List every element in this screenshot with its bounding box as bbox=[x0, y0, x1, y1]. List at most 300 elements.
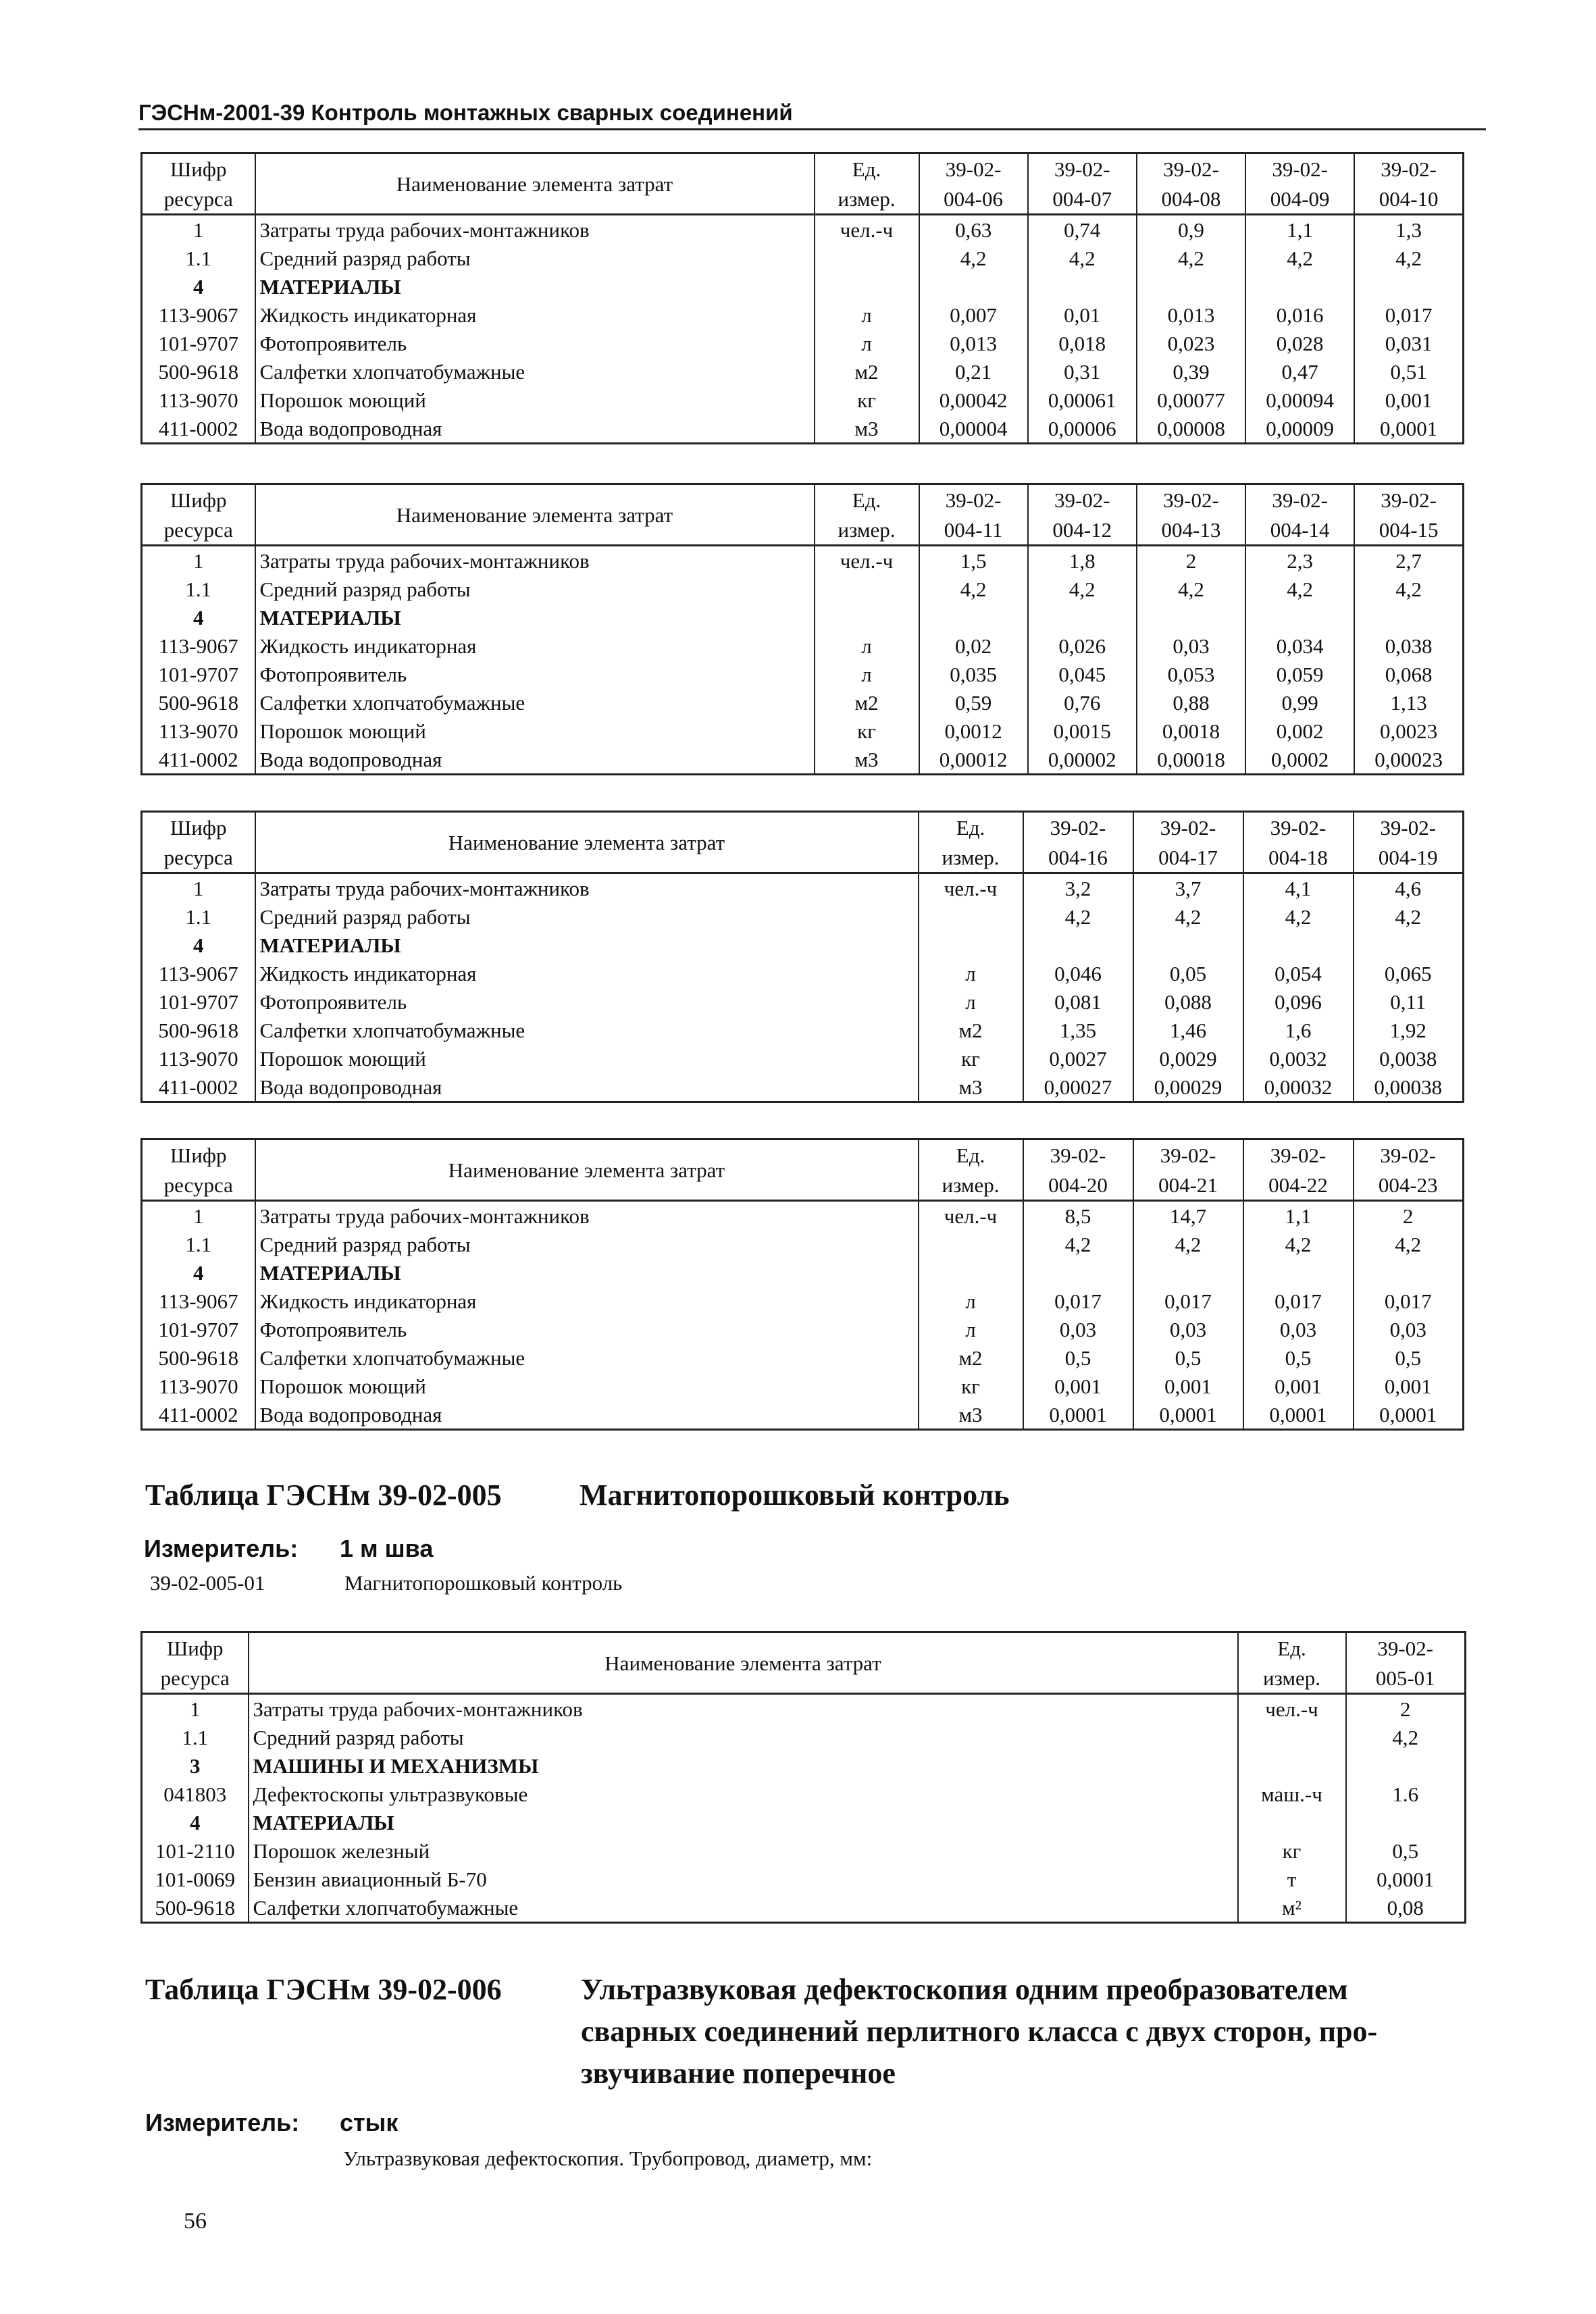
resource-unit: м2 bbox=[815, 688, 919, 717]
resource-name: Средний разряд работы bbox=[255, 1230, 919, 1258]
resource-code: 1 bbox=[142, 546, 255, 575]
norm-value: 4,2 bbox=[1028, 244, 1137, 272]
resource-unit bbox=[919, 1258, 1023, 1287]
norm-value: 0,017 bbox=[1354, 301, 1463, 329]
resource-name: Фотопроявитель bbox=[255, 329, 815, 357]
resource-name: Порошок моющий bbox=[255, 717, 815, 745]
norm-value bbox=[1354, 603, 1463, 632]
norm-value: 2 bbox=[1346, 1694, 1466, 1724]
unit-header: Ед. bbox=[919, 1139, 1023, 1171]
table-header-row bbox=[142, 1632, 1466, 1664]
norm-value: 1,3 bbox=[1354, 215, 1463, 245]
norm-value bbox=[1028, 603, 1137, 632]
norm-value: 4,2 bbox=[1245, 244, 1354, 272]
norm-value: 0,001 bbox=[1354, 1372, 1464, 1400]
norm-value: 14,7 bbox=[1133, 1201, 1243, 1231]
table-row bbox=[142, 987, 1464, 1016]
norm-value: 0,0012 bbox=[919, 717, 1028, 745]
norm-value: 0,065 bbox=[1354, 959, 1464, 987]
norm-value: 0,001 bbox=[1243, 1372, 1354, 1400]
resource-unit: чел.-ч bbox=[919, 1201, 1023, 1231]
resource-name: Дефектоскопы ультразвуковые bbox=[249, 1780, 1238, 1808]
norm-code-header: 004-16 bbox=[1023, 842, 1133, 873]
norm-value: 2,7 bbox=[1354, 546, 1463, 575]
norm-table-005 bbox=[140, 1631, 1466, 1924]
running-header: ГЭСНм-2001-39 Контроль монтажных сварных соединений bbox=[138, 100, 1486, 130]
norm-value: 4,2 bbox=[1354, 902, 1464, 931]
norm-value: 4,2 bbox=[1023, 902, 1133, 931]
resource-code: 411-0002 bbox=[142, 745, 255, 775]
section-006-title-line1: Ультразвуковая дефектоскопия одним преобразователем bbox=[581, 1973, 1348, 2006]
norm-value: 0,00077 bbox=[1137, 386, 1245, 414]
resource-unit: кг bbox=[919, 1044, 1023, 1073]
resource-unit bbox=[1238, 1808, 1346, 1836]
resource-unit: м2 bbox=[815, 357, 919, 386]
norm-value: 0,00006 bbox=[1028, 414, 1137, 444]
norm-value: 4,2 bbox=[1023, 1230, 1133, 1258]
norm-table-004-11-15 bbox=[140, 483, 1464, 775]
code-header: Шифр bbox=[142, 1632, 249, 1664]
unit-header: Ед. bbox=[815, 153, 919, 184]
resource-name: Средний разряд работы bbox=[255, 902, 919, 931]
resource-code: 101-9707 bbox=[142, 329, 255, 357]
norm-value: 0,00004 bbox=[919, 414, 1028, 444]
norm-value: 4,2 bbox=[1028, 575, 1137, 603]
section-006-title-line3: звучивание поперечное bbox=[581, 2057, 896, 2090]
norm-value: 0,001 bbox=[1133, 1372, 1243, 1400]
norm-value: 0,007 bbox=[919, 301, 1028, 329]
norm-value: 0,013 bbox=[919, 329, 1028, 357]
norm-value: 3,2 bbox=[1023, 873, 1133, 903]
norm-value bbox=[1354, 931, 1464, 959]
resource-name: МАТЕРИАЛЫ bbox=[255, 603, 815, 632]
norm-code-header: 39-02- bbox=[1023, 1139, 1133, 1171]
norm-value: 0,088 bbox=[1133, 987, 1243, 1016]
table-row bbox=[142, 931, 1464, 959]
resource-unit: кг bbox=[815, 386, 919, 414]
name-header: Наименование элемента затрат bbox=[255, 484, 815, 546]
resource-name: Затраты труда рабочих-монтажников bbox=[255, 546, 815, 575]
norm-value: 1.6 bbox=[1346, 1780, 1466, 1808]
table-row bbox=[142, 1287, 1464, 1315]
norm-code-header: 39-02- bbox=[1028, 484, 1137, 515]
resource-name: Бензин авиационный Б-70 bbox=[249, 1865, 1238, 1893]
norm-value: 0,01 bbox=[1028, 301, 1137, 329]
table-header-row bbox=[142, 153, 1464, 184]
resource-code: 1 bbox=[142, 1201, 255, 1231]
norm-code-header: 39-02- bbox=[919, 484, 1028, 515]
norm-value bbox=[1137, 272, 1245, 301]
norm-code-header: 39-02- bbox=[919, 153, 1028, 184]
resource-name: Салфетки хлопчатобумажные bbox=[249, 1893, 1238, 1923]
norm-value: 0,023 bbox=[1137, 329, 1245, 357]
norm-value: 0,00008 bbox=[1137, 414, 1245, 444]
norm-value: 0,054 bbox=[1243, 959, 1354, 987]
norm-value: 0,00009 bbox=[1245, 414, 1354, 444]
norm-value: 0,51 bbox=[1354, 357, 1463, 386]
resource-code: 1.1 bbox=[142, 1230, 255, 1258]
resource-code: 500-9618 bbox=[142, 357, 255, 386]
resource-name: Средний разряд работы bbox=[249, 1723, 1238, 1751]
table-row bbox=[142, 1315, 1464, 1343]
norm-code-header: 39-02- bbox=[1133, 1139, 1243, 1171]
norm-value: 0,031 bbox=[1354, 329, 1463, 357]
table-row bbox=[142, 717, 1464, 745]
norm-code-header: 005-01 bbox=[1346, 1663, 1466, 1694]
table-row bbox=[142, 959, 1464, 987]
section-005-measure-label: Измеритель: bbox=[144, 1535, 299, 1562]
norm-value bbox=[919, 603, 1028, 632]
table-row bbox=[142, 632, 1464, 660]
norm-value: 0,5 bbox=[1354, 1343, 1464, 1372]
resource-unit bbox=[919, 931, 1023, 959]
section-005-title-name: Магнитопорошковый контроль bbox=[580, 1479, 1010, 1512]
resource-name: Затраты труда рабочих-монтажников bbox=[255, 873, 919, 903]
table-row bbox=[142, 902, 1464, 931]
norm-code-header: 004-08 bbox=[1137, 184, 1245, 215]
norm-table-004-06-10 bbox=[140, 152, 1464, 444]
resource-unit: м2 bbox=[919, 1016, 1023, 1044]
resource-name: Фотопроявитель bbox=[255, 1315, 919, 1343]
resource-code: 1 bbox=[142, 873, 255, 903]
table-row bbox=[142, 1400, 1464, 1430]
norm-value: 8,5 bbox=[1023, 1201, 1133, 1231]
resource-name: Порошок железный bbox=[249, 1836, 1238, 1865]
resource-name: Салфетки хлопчатобумажные bbox=[255, 1343, 919, 1372]
resource-unit bbox=[1238, 1751, 1346, 1780]
section-005-title: Таблица ГЭСНм 39-02-005 bbox=[145, 1479, 502, 1512]
norm-value: 3,7 bbox=[1133, 873, 1243, 903]
norm-value bbox=[1346, 1808, 1466, 1836]
resource-unit: маш.-ч bbox=[1238, 1780, 1346, 1808]
resource-name: МАТЕРИАЛЫ bbox=[255, 931, 919, 959]
norm-value: 0,018 bbox=[1028, 329, 1137, 357]
norm-value: 0,5 bbox=[1023, 1343, 1133, 1372]
resource-name: Фотопроявитель bbox=[255, 660, 815, 688]
norm-code-header: 004-14 bbox=[1245, 515, 1354, 546]
section-005-item-name: Магнитопорошковый контроль bbox=[344, 1571, 623, 1595]
norm-code-header: 004-22 bbox=[1243, 1170, 1354, 1201]
code-header: Шифр bbox=[142, 812, 255, 843]
section-006-title-line2: сварных соединений перлитного класса с двух сторон, про- bbox=[581, 2015, 1378, 2048]
norm-value: 0,5 bbox=[1243, 1343, 1354, 1372]
code-header: ресурса bbox=[142, 1663, 249, 1694]
resource-name: Средний разряд работы bbox=[255, 244, 815, 272]
norm-value: 0,00002 bbox=[1028, 745, 1137, 775]
norm-table-004-16-19 bbox=[140, 811, 1464, 1103]
name-header: Наименование элемента затрат bbox=[255, 1139, 919, 1201]
norm-code-header: 39-02- bbox=[1245, 153, 1354, 184]
resource-code: 1.1 bbox=[142, 244, 255, 272]
name-header: Наименование элемента затрат bbox=[249, 1632, 1238, 1694]
resource-unit: кг bbox=[1238, 1836, 1346, 1865]
resource-unit: чел.-ч bbox=[815, 215, 919, 245]
norm-value bbox=[1354, 272, 1463, 301]
norm-value: 4,6 bbox=[1354, 873, 1464, 903]
table-row bbox=[142, 1016, 1464, 1044]
resource-name: Салфетки хлопчатобумажные bbox=[255, 688, 815, 717]
norm-code-header: 004-21 bbox=[1133, 1170, 1243, 1201]
resource-code: 500-9618 bbox=[142, 1343, 255, 1372]
table-row bbox=[142, 357, 1464, 386]
code-header: Шифр bbox=[142, 1139, 255, 1171]
norm-value bbox=[919, 272, 1028, 301]
norm-value: 0,0001 bbox=[1346, 1865, 1466, 1893]
resource-code: 4 bbox=[142, 603, 255, 632]
table-row bbox=[142, 873, 1464, 903]
norm-code-header: 004-18 bbox=[1243, 842, 1354, 873]
resource-unit: м3 bbox=[919, 1073, 1023, 1102]
resource-unit bbox=[919, 1230, 1023, 1258]
table-header-row bbox=[142, 812, 1464, 843]
norm-value: 0,00012 bbox=[919, 745, 1028, 775]
table-row bbox=[142, 1865, 1466, 1893]
table-row bbox=[142, 603, 1464, 632]
resource-code: 500-9618 bbox=[142, 1893, 249, 1923]
resource-name: Порошок моющий bbox=[255, 1372, 919, 1400]
resource-unit: л bbox=[815, 301, 919, 329]
resource-code: 1.1 bbox=[142, 902, 255, 931]
table-row bbox=[142, 575, 1464, 603]
resource-code: 101-9707 bbox=[142, 660, 255, 688]
norm-value: 4,2 bbox=[1243, 1230, 1354, 1258]
table-row bbox=[142, 244, 1464, 272]
norm-value bbox=[1133, 931, 1243, 959]
norm-code-header: 004-23 bbox=[1354, 1170, 1464, 1201]
norm-value: 4,2 bbox=[1354, 244, 1463, 272]
resource-unit bbox=[815, 244, 919, 272]
norm-value: 0,00038 bbox=[1354, 1073, 1464, 1102]
resource-name: Затраты труда рабочих-монтажников bbox=[255, 1201, 919, 1231]
section-005-item-code: 39-02-005-01 bbox=[150, 1571, 265, 1595]
resource-code: 411-0002 bbox=[142, 1073, 255, 1102]
norm-value bbox=[1354, 1258, 1464, 1287]
table-row bbox=[142, 1780, 1466, 1808]
resource-unit: кг bbox=[919, 1372, 1023, 1400]
norm-value: 4,2 bbox=[1354, 1230, 1464, 1258]
norm-value: 0,096 bbox=[1243, 987, 1354, 1016]
norm-value: 0,88 bbox=[1137, 688, 1245, 717]
norm-value bbox=[1346, 1751, 1466, 1780]
norm-value: 0,0027 bbox=[1023, 1044, 1133, 1073]
norm-value: 4,2 bbox=[1137, 244, 1245, 272]
norm-value: 1,35 bbox=[1023, 1016, 1133, 1044]
resource-unit: м3 bbox=[815, 745, 919, 775]
norm-value: 4,2 bbox=[919, 244, 1028, 272]
norm-value: 1,5 bbox=[919, 546, 1028, 575]
norm-code-header: 39-02- bbox=[1346, 1632, 1466, 1664]
section-006-measure-label: Измеритель: bbox=[145, 2109, 300, 2136]
resource-code: 1 bbox=[142, 1694, 249, 1724]
resource-code: 1.1 bbox=[142, 575, 255, 603]
norm-value: 4,1 bbox=[1243, 873, 1354, 903]
resource-unit bbox=[815, 603, 919, 632]
table-row bbox=[142, 301, 1464, 329]
table-row bbox=[142, 1073, 1464, 1102]
resource-unit: л bbox=[919, 959, 1023, 987]
norm-code-header: 004-15 bbox=[1354, 515, 1463, 546]
section-006-description: Ультразвуковая дефектоскопия. Трубопровод, диаметр, мм: bbox=[343, 2146, 873, 2170]
norm-value bbox=[1023, 931, 1133, 959]
resource-code: 113-9070 bbox=[142, 1372, 255, 1400]
norm-value: 1,46 bbox=[1133, 1016, 1243, 1044]
page-number: 56 bbox=[184, 2209, 207, 2234]
norm-value: 0,002 bbox=[1245, 717, 1354, 745]
resource-unit bbox=[815, 272, 919, 301]
norm-value: 4,2 bbox=[1133, 1230, 1243, 1258]
resource-code: 411-0002 bbox=[142, 1400, 255, 1430]
norm-value: 0,00018 bbox=[1137, 745, 1245, 775]
norm-value: 4,2 bbox=[1245, 575, 1354, 603]
resource-name: Жидкость индикаторная bbox=[255, 301, 815, 329]
table-row bbox=[142, 1044, 1464, 1073]
norm-value: 0,02 bbox=[919, 632, 1028, 660]
norm-value: 4,2 bbox=[1346, 1723, 1466, 1751]
resource-code: 113-9070 bbox=[142, 717, 255, 745]
norm-value: 1,92 bbox=[1354, 1016, 1464, 1044]
norm-code-header: 39-02- bbox=[1354, 1139, 1464, 1171]
code-header: ресурса bbox=[142, 515, 255, 546]
table-row bbox=[142, 1893, 1466, 1923]
norm-value: 0,034 bbox=[1245, 632, 1354, 660]
table-row bbox=[142, 1201, 1464, 1231]
norm-value: 0,00032 bbox=[1243, 1073, 1354, 1102]
resource-code: 113-9067 bbox=[142, 301, 255, 329]
resource-unit: л bbox=[815, 660, 919, 688]
norm-code-header: 004-12 bbox=[1028, 515, 1137, 546]
norm-value bbox=[1245, 272, 1354, 301]
resource-name: Вода водопроводная bbox=[255, 1400, 919, 1430]
norm-code-header: 004-13 bbox=[1137, 515, 1245, 546]
norm-value: 0,045 bbox=[1028, 660, 1137, 688]
norm-value: 0,0001 bbox=[1354, 1400, 1464, 1430]
norm-value: 1,13 bbox=[1354, 688, 1463, 717]
norm-value: 0,00042 bbox=[919, 386, 1028, 414]
norm-value: 0,0002 bbox=[1245, 745, 1354, 775]
norm-value: 0,0001 bbox=[1023, 1400, 1133, 1430]
norm-value: 0,081 bbox=[1023, 987, 1133, 1016]
norm-code-header: 39-02- bbox=[1243, 812, 1354, 843]
resource-name: МАТЕРИАЛЫ bbox=[255, 1258, 919, 1287]
norm-code-header: 39-02- bbox=[1023, 812, 1133, 843]
table-row bbox=[142, 1258, 1464, 1287]
norm-value: 4,2 bbox=[1354, 575, 1463, 603]
resource-code: 4 bbox=[142, 1258, 255, 1287]
norm-value bbox=[1133, 1258, 1243, 1287]
norm-code-header: 39-02- bbox=[1028, 153, 1137, 184]
norm-code-header: 39-02- bbox=[1354, 812, 1464, 843]
norm-value: 0,03 bbox=[1137, 632, 1245, 660]
resource-name: Порошок моющий bbox=[255, 386, 815, 414]
norm-value: 0,0001 bbox=[1354, 414, 1463, 444]
norm-value: 2,3 bbox=[1245, 546, 1354, 575]
norm-value: 1,8 bbox=[1028, 546, 1137, 575]
resource-name: Фотопроявитель bbox=[255, 987, 919, 1016]
norm-value: 4,2 bbox=[1243, 902, 1354, 931]
norm-value: 0,0038 bbox=[1354, 1044, 1464, 1073]
norm-value: 0,0023 bbox=[1354, 717, 1463, 745]
unit-header: измер. bbox=[815, 184, 919, 215]
norm-value: 0,028 bbox=[1245, 329, 1354, 357]
resource-unit bbox=[919, 902, 1023, 931]
resource-name: Жидкость индикаторная bbox=[255, 959, 919, 987]
code-header: ресурса bbox=[142, 842, 255, 873]
code-header: Шифр bbox=[142, 153, 255, 184]
norm-value: 0,03 bbox=[1023, 1315, 1133, 1343]
norm-value: 0,08 bbox=[1346, 1893, 1466, 1923]
resource-unit: т bbox=[1238, 1865, 1346, 1893]
norm-value: 0,5 bbox=[1133, 1343, 1243, 1372]
norm-value bbox=[1245, 603, 1354, 632]
norm-code-header: 004-17 bbox=[1133, 842, 1243, 873]
norm-value: 0,00061 bbox=[1028, 386, 1137, 414]
norm-value: 0,035 bbox=[919, 660, 1028, 688]
norm-value: 0,017 bbox=[1133, 1287, 1243, 1315]
norm-value: 0,0001 bbox=[1243, 1400, 1354, 1430]
unit-header: измер. bbox=[1238, 1663, 1346, 1694]
resource-name: МАТЕРИАЛЫ bbox=[255, 272, 815, 301]
norm-code-header: 39-02- bbox=[1137, 484, 1245, 515]
norm-value: 0,0018 bbox=[1137, 717, 1245, 745]
name-header: Наименование элемента затрат bbox=[255, 153, 815, 215]
norm-value: 0,001 bbox=[1023, 1372, 1133, 1400]
norm-value: 0,001 bbox=[1354, 386, 1463, 414]
norm-value: 0,026 bbox=[1028, 632, 1137, 660]
norm-code-header: 39-02- bbox=[1243, 1139, 1354, 1171]
norm-value: 0,03 bbox=[1133, 1315, 1243, 1343]
resource-unit: л bbox=[919, 1315, 1023, 1343]
resource-code: 113-9067 bbox=[142, 1287, 255, 1315]
resource-code: 113-9067 bbox=[142, 959, 255, 987]
norm-value: 2 bbox=[1137, 546, 1245, 575]
norm-value: 0,74 bbox=[1028, 215, 1137, 245]
norm-value: 0,00027 bbox=[1023, 1073, 1133, 1102]
resource-code: 101-0069 bbox=[142, 1865, 249, 1893]
table-row bbox=[142, 660, 1464, 688]
resource-code: 1 bbox=[142, 215, 255, 245]
resource-name: Затраты труда рабочих-монтажников bbox=[249, 1694, 1238, 1724]
norm-value: 4,2 bbox=[1133, 902, 1243, 931]
norm-value: 0,013 bbox=[1137, 301, 1245, 329]
table-row bbox=[142, 1808, 1466, 1836]
table-row bbox=[142, 272, 1464, 301]
norm-value: 4,2 bbox=[1137, 575, 1245, 603]
name-header: Наименование элемента затрат bbox=[255, 812, 919, 873]
table-row bbox=[142, 688, 1464, 717]
resource-code: 113-9067 bbox=[142, 632, 255, 660]
unit-header: Ед. bbox=[1238, 1632, 1346, 1664]
norm-code-header: 39-02- bbox=[1245, 484, 1354, 515]
norm-value: 0,0001 bbox=[1133, 1400, 1243, 1430]
resource-name: МАШИНЫ И МЕХАНИЗМЫ bbox=[249, 1751, 1238, 1780]
norm-value bbox=[1023, 1258, 1133, 1287]
table-row bbox=[142, 215, 1464, 245]
section-006-title: Таблица ГЭСНм 39-02-006 bbox=[145, 1973, 502, 2006]
table-row bbox=[142, 745, 1464, 775]
resource-unit: м² bbox=[1238, 1893, 1346, 1923]
resource-unit: л bbox=[919, 987, 1023, 1016]
table-row bbox=[142, 1723, 1466, 1751]
resource-name: Порошок моющий bbox=[255, 1044, 919, 1073]
norm-value: 1,6 bbox=[1243, 1016, 1354, 1044]
resource-code: 041803 bbox=[142, 1780, 249, 1808]
norm-value: 0,017 bbox=[1354, 1287, 1464, 1315]
norm-value: 0,00023 bbox=[1354, 745, 1463, 775]
resource-name: Вода водопроводная bbox=[255, 1073, 919, 1102]
norm-value: 1,1 bbox=[1245, 215, 1354, 245]
resource-name: Жидкость индикаторная bbox=[255, 632, 815, 660]
resource-code: 113-9070 bbox=[142, 1044, 255, 1073]
